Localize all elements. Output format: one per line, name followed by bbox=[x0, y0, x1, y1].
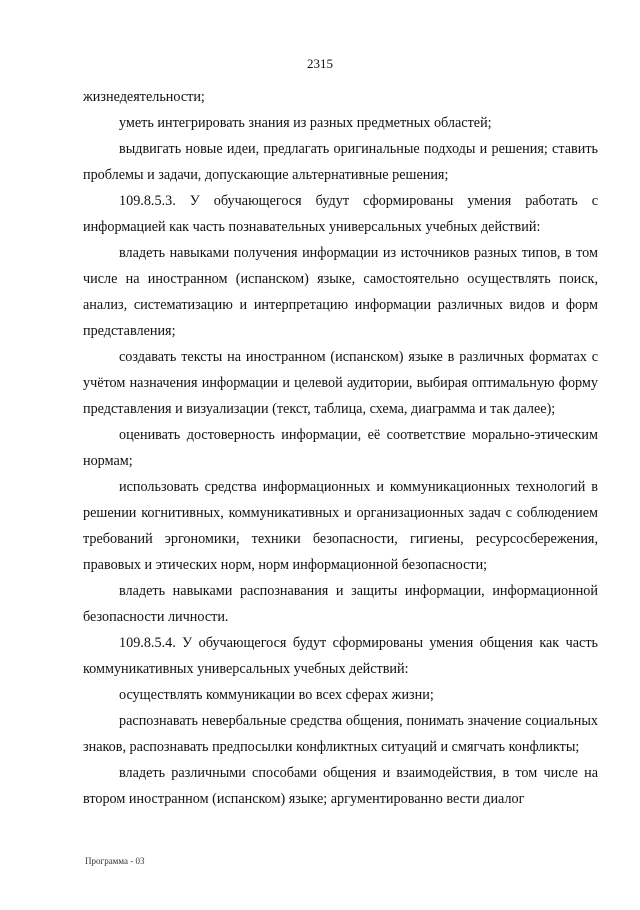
footer-label: Программа - 03 bbox=[85, 856, 145, 866]
paragraph: выдвигать новые идеи, предлагать оригинальные подходы и решения; ставить проблемы и задачи, допускающие альтернативные решения; bbox=[83, 141, 598, 183]
paragraph: 109.8.5.4. У обучающегося будут сформированы умения общения как часть коммуникативных универсальных учебных действий: bbox=[83, 635, 598, 677]
paragraph: уметь интегрировать знания из разных предметных областей; bbox=[119, 115, 492, 131]
paragraph: распознавать невербальные средства общения, понимать значение социальных знаков, распознавать предпосылки конфликтных ситуаций и смягчать конфликты; bbox=[83, 713, 598, 755]
document-body bbox=[83, 84, 598, 812]
paragraph: владеть навыками получения информации из источников разных типов, в том числе на иностранном (испанском) языке, самостоятельно осуществлять поиск, анализ, систематизацию и интерпретацию информации различных видов и форм представления; bbox=[83, 245, 598, 339]
paragraph: использовать средства информационных и коммуникационных технологий в решении когнитивных, коммуникативных и организационных задач с соблюдением требований эргономики, техники безопасности, гигиены, ресурсосбережения, правовых и этических норм, норм информационной безопасности; bbox=[83, 479, 598, 573]
paragraph: 109.8.5.3. У обучающегося будут сформированы умения работать с информацией как часть познавательных универсальных учебных действий: bbox=[83, 193, 598, 235]
paragraph: оценивать достоверность информации, её соответствие морально-этическим нормам; bbox=[83, 427, 598, 469]
paragraph: осуществлять коммуникации во всех сферах жизни; bbox=[119, 687, 434, 703]
page-number: 2315 bbox=[307, 56, 333, 71]
paragraph: владеть различными способами общения и взаимодействия, в том числе на втором иностранном (испанском) языке; аргументированно вести диалог bbox=[83, 765, 598, 807]
paragraph: владеть навыками распознавания и защиты информации, информационной безопасности личности. bbox=[83, 583, 598, 625]
paragraph: создавать тексты на иностранном (испанском) языке в различных форматах с учётом назначения информации и целевой аудитории, выбирая оптимальную форму представления и визуализации (текст, таблица, схема, диаграмма и так далее); bbox=[83, 349, 598, 417]
paragraph: жизнедеятельности; bbox=[83, 89, 205, 105]
